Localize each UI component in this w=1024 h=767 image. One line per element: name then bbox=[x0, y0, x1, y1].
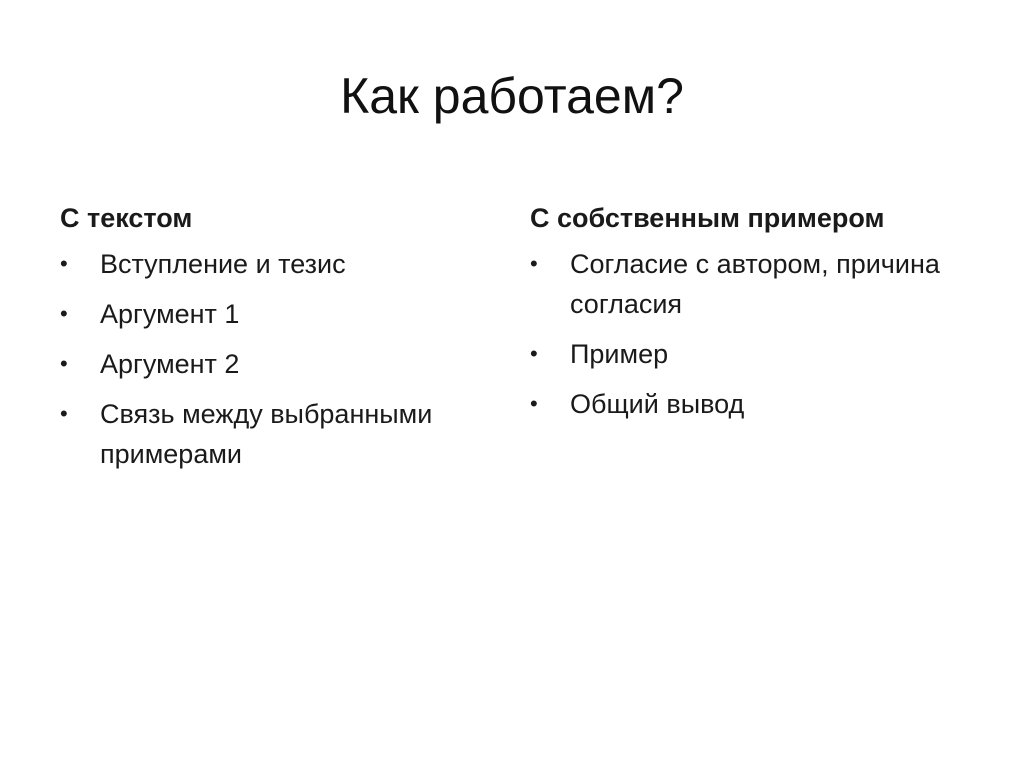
list-item bbox=[60, 344, 510, 384]
right-column-heading: С собственным примером bbox=[530, 203, 885, 233]
left-column-heading: С текстом bbox=[60, 203, 193, 233]
list-item-text: Связь между выбранными примерами bbox=[100, 399, 433, 469]
bullet-icon: • bbox=[60, 351, 68, 376]
list-item-text: Вступление и тезис bbox=[100, 249, 346, 279]
list-item bbox=[530, 384, 980, 424]
list-item-text: Аргумент 2 bbox=[100, 349, 240, 379]
list-item bbox=[60, 394, 510, 474]
list-item-text: Общий вывод bbox=[570, 389, 745, 419]
right-column bbox=[530, 196, 980, 434]
list-item-text: Пример bbox=[570, 339, 669, 369]
list-item bbox=[530, 334, 980, 374]
slide-title: Как работаем? bbox=[340, 68, 684, 124]
list-item-text: Согласие с автором, причина согласия bbox=[570, 249, 940, 319]
list-item bbox=[60, 294, 510, 334]
bullet-icon: • bbox=[60, 251, 68, 276]
left-column bbox=[60, 196, 510, 484]
left-bullet-list bbox=[60, 244, 510, 474]
bullet-icon: • bbox=[530, 391, 538, 416]
bullet-icon: • bbox=[60, 301, 68, 326]
bullet-icon: • bbox=[60, 401, 68, 426]
right-bullet-list bbox=[530, 244, 980, 424]
list-item bbox=[60, 244, 510, 284]
bullet-icon: • bbox=[530, 251, 538, 276]
list-item bbox=[530, 244, 980, 324]
bullet-icon: • bbox=[530, 341, 538, 366]
list-item-text: Аргумент 1 bbox=[100, 299, 240, 329]
